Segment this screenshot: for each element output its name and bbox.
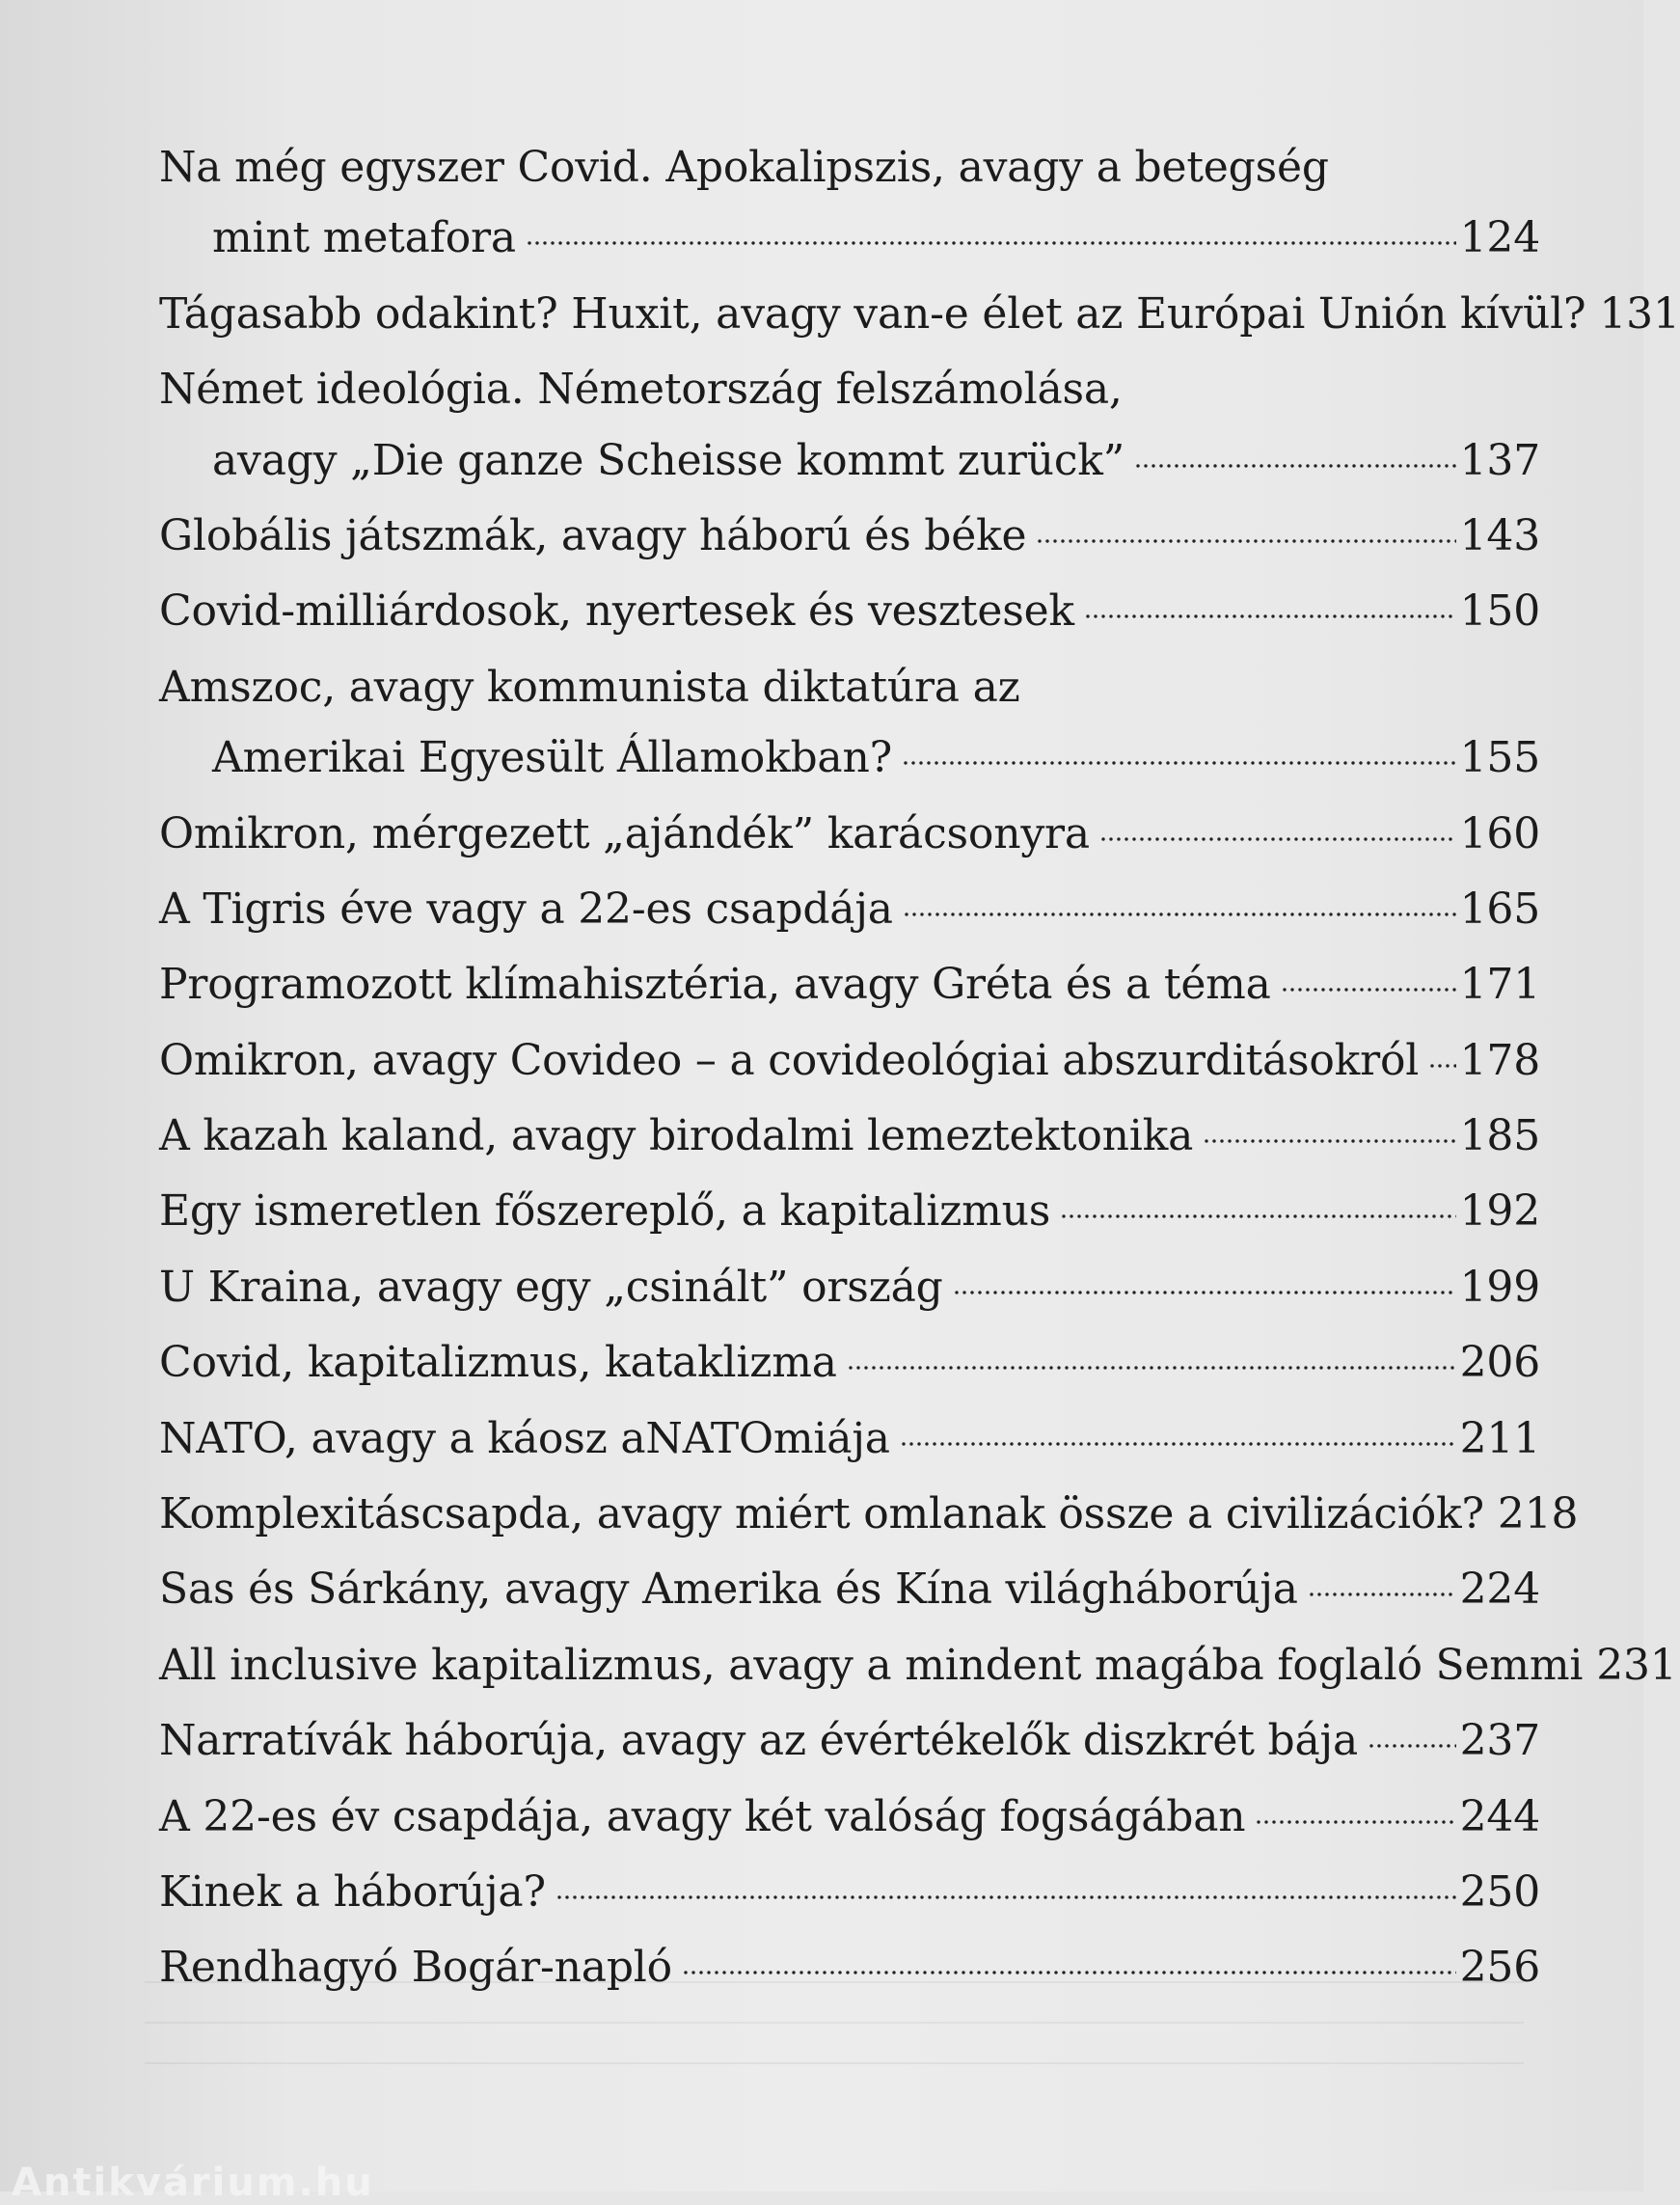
toc-page-number: 211 [1459, 1413, 1540, 1463]
toc-entry-line [159, 510, 1540, 560]
toc-entry [159, 1866, 1540, 1917]
toc-entry-title-continued: avagy „Die ganze Scheisse kommt zurück” [212, 435, 1125, 485]
toc-page-number: 165 [1459, 884, 1540, 934]
toc-page-number: 224 [1459, 1565, 1540, 1615]
toc-page-number: 256 [1459, 1943, 1540, 1993]
toc-entry-line [159, 1566, 1540, 1613]
dot-leader [526, 240, 1456, 246]
toc-entry [159, 1340, 1540, 1386]
toc-entry-line [159, 1640, 1677, 1690]
dot-leader [1036, 538, 1455, 544]
toc-entry-line [159, 1262, 1540, 1312]
toc-entry [159, 1718, 1540, 1764]
toc-entry [159, 886, 1540, 933]
dot-leader [1134, 463, 1456, 469]
toc-entry [159, 962, 1540, 1008]
table-of-contents [159, 143, 1680, 2021]
toc-page-number: 124 [1459, 213, 1540, 263]
toc-entry-title: A kazah kaland, avagy birodalmi lemeztektonika [159, 1111, 1194, 1161]
toc-entry [159, 1113, 1540, 1159]
dot-leader [953, 1290, 1456, 1295]
toc-entry-line [159, 588, 1540, 635]
toc-entry-title: Rendhagyó Bogár-napló [159, 1943, 672, 1993]
toc-entry-title: U Kraina, avagy egy „csinált” ország [159, 1262, 943, 1312]
toc-entry [159, 588, 1540, 635]
toc-page-number: 185 [1459, 1111, 1540, 1161]
toc-entry-line [159, 1035, 1540, 1085]
toc-entry-title: A 22-es év csapdája, avagy két valóság fogságában [159, 1791, 1246, 1841]
dot-leader [903, 912, 1456, 917]
toc-page-number: 231 [1596, 1640, 1677, 1690]
toc-page-number: 131 [1599, 288, 1680, 339]
toc-entry-title: Covid, kapitalizmus, kataklizma [159, 1338, 837, 1388]
toc-entry-line [159, 1188, 1540, 1235]
toc-page-number: 150 [1459, 586, 1540, 637]
toc-entry-title: Covid-milliárdosok, nyertesek és vesztesek [159, 586, 1074, 637]
toc-page-number: 143 [1459, 510, 1540, 560]
toc-entry [159, 1188, 1540, 1235]
toc-page-number: 178 [1459, 1035, 1540, 1085]
toc-entry [159, 1489, 1579, 1539]
toc-entry-title: Programozott klímahisztéria, avagy Gréta és a téma [159, 960, 1271, 1010]
toc-entry-line [159, 662, 1540, 712]
toc-entry-title: Komplexitáscsapda, avagy miért omlanak össze a civilizációk? [159, 1489, 1484, 1539]
toc-entry [159, 288, 1680, 339]
toc-entry-line [159, 808, 1540, 858]
dot-leader [1060, 1213, 1455, 1219]
dot-leader [1203, 1138, 1455, 1144]
toc-entry-line [159, 288, 1680, 339]
toc-entry [159, 662, 1540, 783]
dot-leader [1281, 987, 1456, 993]
dot-leader [847, 1365, 1456, 1371]
toc-entry-line [159, 886, 1540, 933]
toc-entry [159, 510, 1540, 560]
toc-entry-line [159, 1113, 1540, 1159]
dot-leader [1084, 613, 1456, 619]
toc-entry-title-continued: Amerikai Egyesült Államokban? [212, 733, 892, 783]
dot-leader [682, 1970, 1456, 1975]
toc-entry [159, 1566, 1540, 1613]
toc-entry-title: NATO, avagy a káosz aNATOmiája [159, 1413, 890, 1463]
toc-entry-line [159, 1340, 1540, 1386]
dot-leader [1368, 1743, 1456, 1749]
toc-entry-title: Narratívák háborúja, avagy az évértékelők diszkrét bája [159, 1716, 1358, 1766]
toc-entry-title: Sas és Sárkány, avagy Amerika és Kína világháborúja [159, 1565, 1298, 1615]
toc-page-number: 155 [1459, 733, 1540, 783]
toc-entry [159, 1262, 1540, 1312]
toc-entry-line [159, 1791, 1540, 1841]
toc-entry-line [159, 735, 1540, 781]
toc-entry [159, 1640, 1677, 1690]
toc-entry-line [159, 1413, 1540, 1463]
toc-entry-title: Omikron, mérgezett „ajándék” karácsonyra [159, 808, 1090, 858]
toc-entry [159, 808, 1540, 858]
toc-entry [159, 1945, 1540, 1991]
toc-page-number: 244 [1459, 1791, 1540, 1841]
toc-entry-title: Amszoc, avagy kommunista diktatúra az [159, 662, 1020, 712]
toc-entry-line [159, 962, 1540, 1008]
toc-entry-title: Globális játszmák, avagy háború és béke [159, 510, 1027, 560]
toc-page-number: 237 [1459, 1716, 1540, 1766]
dot-leader [1428, 1063, 1455, 1069]
toc-entry-title: Tágasabb odakint? Huxit, avagy van-e élet az Európai Unión kívül? [159, 288, 1586, 339]
toc-entry-line [159, 1718, 1540, 1764]
toc-entry-title: Kinek a háborúja? [159, 1866, 546, 1917]
toc-page-number: 250 [1459, 1866, 1540, 1917]
toc-page-number: 218 [1497, 1489, 1579, 1539]
toc-entry-title: Egy ismeretlen főszereplő, a kapitalizmus [159, 1186, 1051, 1237]
toc-entry-line [159, 1866, 1540, 1917]
toc-page-number: 199 [1459, 1262, 1540, 1312]
toc-entry-title: Na még egyszer Covid. Apokalipszis, avagy a betegség [159, 143, 1329, 192]
toc-entry-line [159, 367, 1540, 413]
toc-entry-line [159, 435, 1540, 485]
toc-entry-line [159, 215, 1540, 261]
toc-page-number: 171 [1459, 960, 1540, 1010]
toc-page-number: 206 [1459, 1338, 1540, 1388]
toc-entry [159, 1413, 1540, 1463]
toc-page-number: 192 [1459, 1186, 1540, 1237]
toc-entry [159, 145, 1540, 262]
toc-entry-line [159, 1489, 1579, 1539]
dot-leader [1308, 1592, 1456, 1597]
toc-entry-title-continued: mint metafora [212, 213, 516, 263]
watermark: Antikvárium.hu [12, 2161, 374, 2205]
toc-entry-title: Omikron, avagy Covideo – a covideológiai abszurditásokról [159, 1035, 1420, 1085]
toc-entry [159, 1035, 1540, 1085]
dot-leader [555, 1894, 1456, 1900]
dot-leader [1255, 1819, 1455, 1825]
toc-page-number: 160 [1459, 808, 1540, 858]
toc-entry-title: All inclusive kapitalizmus, avagy a mindent magába foglaló Semmi [159, 1640, 1584, 1690]
toc-entry-title: Német ideológia. Németország felszámolása, [159, 365, 1123, 415]
dot-leader [900, 1441, 1456, 1447]
toc-entry-line [159, 145, 1540, 191]
toc-entry [159, 1791, 1540, 1841]
toc-page-number: 137 [1459, 435, 1540, 485]
toc-entry [159, 367, 1540, 484]
toc-entry-title: A Tigris éve vagy a 22-es csapdája [159, 884, 893, 934]
toc-entry-line [159, 1945, 1540, 1991]
dot-leader [902, 760, 1456, 766]
dot-leader [1099, 836, 1456, 842]
